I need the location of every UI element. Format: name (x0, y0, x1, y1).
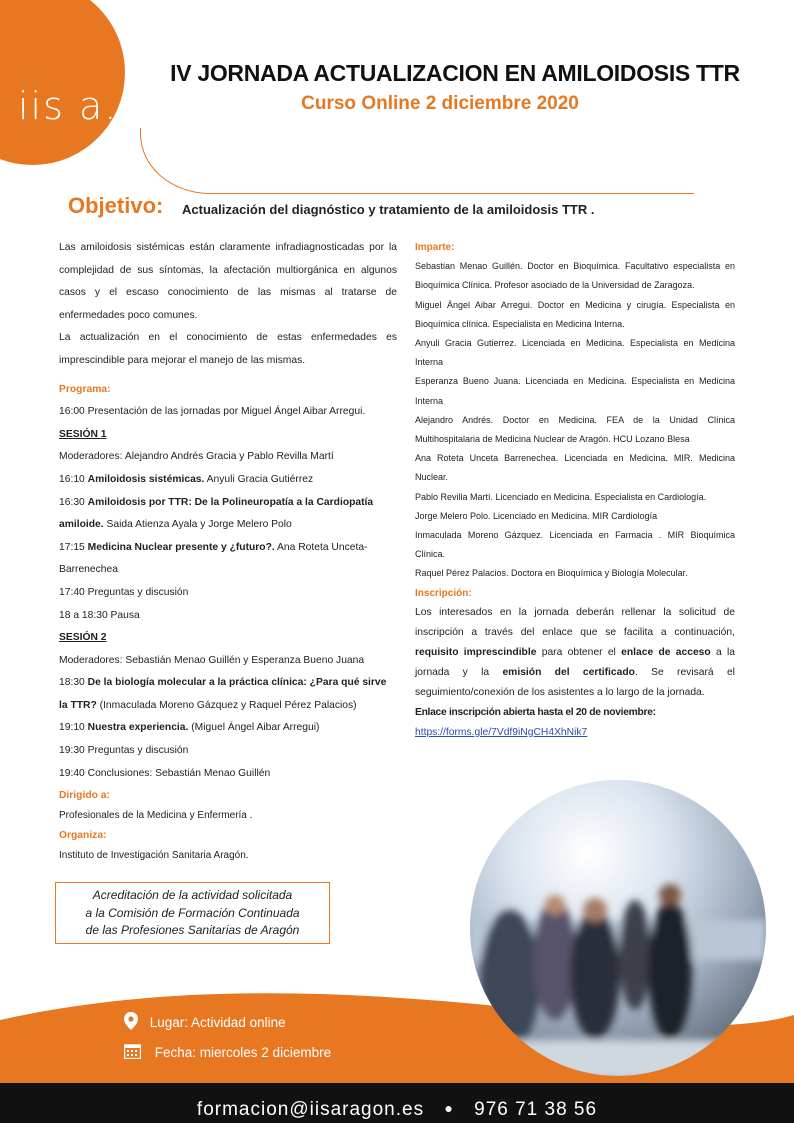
imparte-heading: Imparte: (415, 242, 455, 253)
bullet-icon: ● (444, 1100, 454, 1116)
program-item: 17:15 Medicina Nuclear presente y ¿futuro?. Ana Roteta Unceta-Barrenechea (59, 541, 368, 576)
session-2-moderators: Moderadores: Sebastián Menao Guillén y Esperanza Bueno Juana (59, 654, 365, 666)
program-item: 19:40 Conclusiones: Sebastián Menao Guillén (59, 767, 271, 779)
session-1-title: SESIÓN 1 (59, 428, 107, 440)
intro-paragraph-2: La actualización en el conocimiento de estas enfermedades es imprescindible para mejorar el manejo de las mismas. (59, 332, 397, 366)
program-item: 17:40 Preguntas y discusión (59, 586, 189, 598)
contact-email[interactable]: formacion@iisaragon.es (196, 1099, 425, 1120)
speaker-item: Sebastian Menao Guillén. Doctor en Bioquímica. Facultativo especialista en Bioquímica Clínica. Profesor asociado de la Universidad de Zaragoza. (415, 261, 735, 291)
program-item: 19:30 Preguntas y discusión (59, 745, 189, 757)
location-row (124, 1012, 286, 1030)
session-1-moderators: Moderadores: Alejandro Andrés Gracia y Pablo Revilla Martí (59, 451, 334, 463)
page-title: IV JORNADA ACTUALIZACION EN AMILOIDOSIS TTR (170, 60, 740, 86)
speakers-column (415, 238, 735, 743)
decorative-divider (140, 128, 694, 194)
location-text: Lugar: Actividad online (149, 1015, 286, 1030)
accreditation-line: a la Comisión de Formación Continuada (85, 905, 300, 920)
speaker-item: Inmaculada Moreno Gázquez. Licenciada en Farmacia . MIR Bioquímica Clínica. (415, 530, 735, 560)
dirigido-text: Profesionales de la Medicina y Enfermería . (59, 810, 253, 821)
program-item: 16:10 Amiloidosis sistémicas. Anyuli Gracia Gutiérrez (59, 473, 314, 485)
program-item: 19:10 Nuestra experiencia. (Miguel Ángel Aibar Arregui) (59, 722, 320, 734)
dirigido-heading: Dirigido a: (59, 790, 110, 801)
speaker-item: Jorge Melero Polo. Licenciado en Medicina. MIR Cardiología (415, 510, 658, 521)
inscripcion-text: Los interesados en la jornada deberán rellenar la solicitud de inscripción a través del enlace que se facilita a continuación, requisito imprescindible para obtener el enlace de acceso a la jornada y la emisión del certificado. Se revisará el seguimiento/conexión de los asistentes a lo largo de la jornada. (415, 606, 735, 698)
objective-label: Objetivo: (68, 193, 164, 218)
organiza-text: Instituto de Investigación Sanitaria Aragón. (59, 850, 249, 861)
program-item: 18 a 18:30 Pausa (59, 609, 140, 621)
speaker-item: Raquel Pérez Palacios. Doctora en Bioquímica y Biología Molecular. (415, 568, 688, 579)
calendar-icon (124, 1043, 141, 1059)
page-subtitle: Curso Online 2 diciembre 2020 (301, 93, 579, 114)
speaker-item: Anyuli Gracia Gutierrez. Licenciada en Medicina. Especialista en Medicina Interna (415, 338, 735, 368)
logo-circle (0, 0, 125, 165)
intro-paragraph-1: Las amiloidosis sistémicas están claramente infradiagnosticadas por la complejidad de sus síntomas, la afectación multiorgánica en algunos casos y el escaso conocimiento de las mismas al tratarse de enfermedades poco comunes. (59, 242, 397, 321)
accreditation-line: Acreditación de la actividad solicitada (92, 888, 293, 902)
contact-phone[interactable]: 976 71 38 56 (474, 1099, 598, 1120)
audience-section (59, 786, 379, 866)
program-item: 16:30 Amiloidosis por TTR: De la Polineuropatía a la Cardiopatía amiloide. Saida Atienza Ayala y Jorge Melero Polo (59, 496, 374, 531)
location-pin-icon (124, 1012, 138, 1030)
speaker-item: Esperanza Bueno Juana. Licenciada en Medicina. Especialista en Medicina Interna (415, 376, 735, 406)
logo: iis a. (18, 84, 119, 128)
program-opening: 16:00 Presentación de las jornadas por Miguel Ángel Aibar Arregui. (59, 406, 366, 418)
event-photo (470, 780, 766, 1076)
speaker-item: Ana Roteta Unceta Barrenechea. Licenciada en Medicina. MIR. Medicina Nuclear. (415, 453, 735, 483)
programa-heading: Programa: (59, 383, 111, 395)
accreditation-box (55, 882, 330, 944)
date-row (124, 1043, 331, 1060)
session-2-title: SESIÓN 2 (59, 632, 107, 644)
speaker-item: Alejandro Andrés. Doctor en Medicina. FEA de la Unidad Clínica Multihospitalaria de Medicina Nuclear de Aragón. HCU Lozano Blesa (415, 414, 735, 445)
registration-link[interactable]: https://forms.gle/7Vdf9iNgCH4XhNik7 (415, 726, 588, 738)
program-item: 18:30 De la biología molecular a la práctica clínica: ¿Para qué sirve la TTR? (Inmaculada Moreno Gázquez y Raquel Pérez Palacios) (59, 677, 387, 711)
objective-text: Actualización del diagnóstico y tratamiento de la amiloidosis TTR . (182, 202, 595, 217)
accreditation-line: de las Profesiones Sanitarias de Aragón (85, 923, 300, 937)
program-column (59, 237, 397, 785)
inscripcion-heading: Inscripción: (415, 587, 472, 599)
date-text: Fecha: miercoles 2 diciembre (154, 1045, 332, 1060)
speaker-item: Pablo Revilla Martí. Licenciado en Medicina. Especialista en Cardiología. (415, 491, 707, 502)
footer-contact (0, 1099, 794, 1121)
registration-deadline: Enlace inscripción abierta hasta el 20 de noviembre: (415, 706, 656, 718)
organiza-heading: Organiza: (59, 830, 107, 841)
speaker-item: Miguel Ángel Aibar Arregui. Doctor en Medicina y cirugía. Especialista en Bioquímica clínica. Especialista en Medicina Interna. (415, 299, 735, 329)
